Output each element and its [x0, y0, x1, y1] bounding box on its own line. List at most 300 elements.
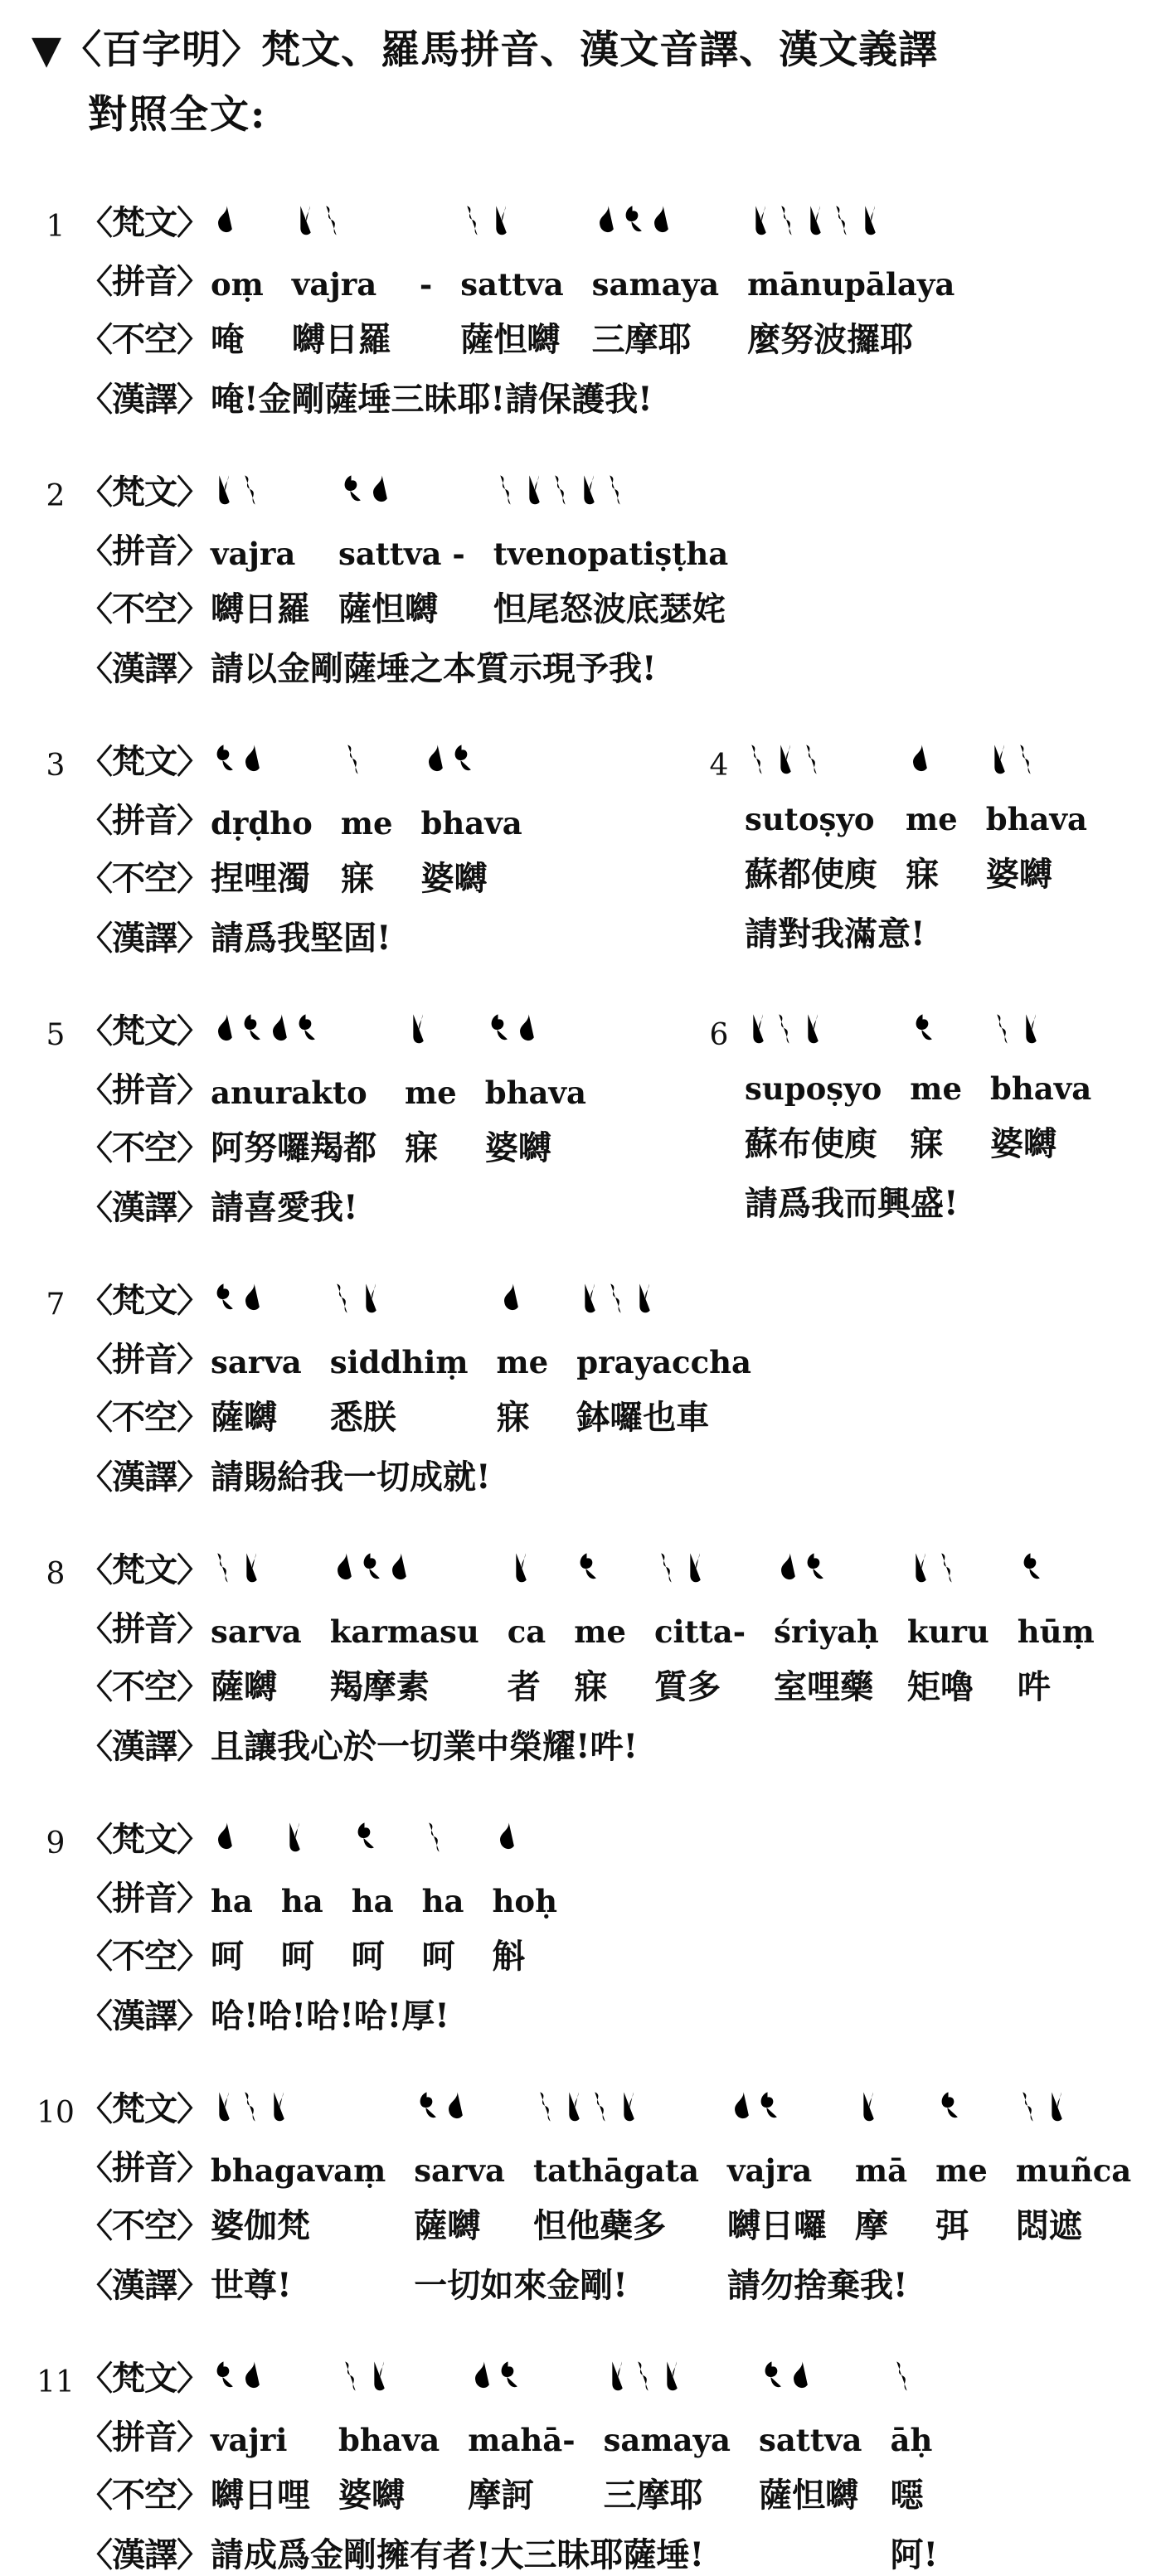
siddham-word	[211, 2087, 291, 2127]
pinyin-word: sattva	[759, 2422, 862, 2459]
pinyin-row	[32, 1333, 780, 1389]
row-label-fanwen: 〈梵文〉	[80, 203, 209, 243]
section-number: 5	[46, 1018, 66, 1053]
siddham-word	[468, 2356, 521, 2396]
row-label-pinyin: 〈拼音〉	[80, 2418, 209, 2457]
siddham-glyph	[615, 2087, 641, 2127]
pinyin-word: āḥ	[890, 2422, 933, 2459]
hanyi-row	[32, 640, 756, 690]
siddham-glyph	[604, 2356, 629, 2396]
section-2	[32, 462, 756, 690]
row-label-cell	[32, 1064, 211, 1119]
pinyin-word: prayaccha	[576, 1344, 751, 1381]
sanskrit-word	[468, 2348, 603, 2411]
pinyin-word: vajra	[726, 2152, 813, 2190]
sanskrit-row	[32, 192, 983, 255]
bukong-word: 三摩耶	[591, 320, 692, 360]
pinyin-word: me	[340, 805, 393, 842]
siddham-glyph	[338, 2356, 364, 2396]
pinyin-row	[32, 255, 983, 311]
siddham-glyph	[238, 740, 264, 779]
siddham-glyph	[508, 1548, 533, 1588]
siddham-glyph	[1018, 1548, 1043, 1588]
siddham-glyph	[935, 1548, 960, 1588]
hanyi-text: 請成爲金剛擁有者!大三昧耶薩埵!	[211, 2535, 705, 2575]
sanskrit-word	[211, 2079, 414, 2142]
sanskrit-word	[420, 192, 460, 255]
row-label-cell	[32, 2079, 211, 2142]
siddham-word	[493, 1817, 518, 1857]
siddham-glyph	[755, 2087, 780, 2127]
section-6	[695, 1001, 1120, 1225]
siddham-word	[855, 2087, 881, 2127]
sanskrit-word	[497, 1270, 577, 1333]
hanyi-row	[695, 905, 1115, 955]
row-label-pinyin: 〈拼音〉	[80, 801, 209, 841]
sanskrit-word	[338, 2348, 468, 2411]
siddham-word	[460, 201, 513, 240]
bukong-word: 婆嚩	[484, 1128, 551, 1168]
siddham-word	[910, 1009, 935, 1049]
section-number: 7	[46, 1288, 66, 1322]
row-label-cell	[32, 2348, 211, 2411]
sanskrit-word	[493, 462, 757, 525]
pinyin-word: hūṃ	[1017, 1613, 1095, 1651]
sanskrit-row	[32, 1001, 615, 1064]
bukong-row	[695, 846, 1115, 905]
pinyin-word: me	[910, 1070, 962, 1108]
sanskrit-word	[774, 1540, 907, 1603]
bukong-word: 婆嚩	[990, 1124, 1057, 1164]
section-1	[32, 192, 983, 420]
sanskrit-word	[906, 731, 986, 794]
pinyin-row	[32, 2411, 966, 2467]
row-label-cell	[32, 1658, 211, 1718]
bukong-word: 羯摩素	[329, 1667, 430, 1707]
pinyin-row	[32, 794, 551, 850]
siddham-glyph	[281, 1817, 307, 1857]
section-3	[32, 731, 551, 959]
sanskrit-word	[211, 462, 338, 525]
siddham-glyph	[385, 1548, 410, 1588]
bukong-word: 呵	[421, 1937, 455, 1977]
hanyi-text: 一切如來金剛!	[414, 2266, 628, 2306]
siddham-word	[405, 1009, 430, 1049]
siddham-glyph	[293, 1009, 318, 1049]
bukong-word: 嚩日哩	[211, 2476, 310, 2515]
row-label-cell	[32, 1179, 211, 1229]
siddham-glyph	[772, 740, 798, 779]
siddham-glyph	[330, 1278, 356, 1318]
siddham-glyph	[619, 201, 645, 240]
pinyin-word: anurakto	[211, 1075, 367, 1112]
siddham-glyph	[211, 2356, 236, 2396]
bukong-word: 室哩藥	[774, 1667, 874, 1707]
row-label-cell	[695, 1115, 745, 1175]
siddham-word	[211, 470, 264, 510]
hanyi-row	[695, 1175, 1120, 1225]
siddham-word	[211, 1009, 318, 1049]
siddham-word	[727, 2087, 780, 2127]
siddham-word	[414, 2087, 467, 2127]
document-title-line2: 對照全文:	[88, 92, 267, 138]
section-pair	[32, 731, 1136, 1001]
sanskrit-word	[292, 192, 420, 255]
pinyin-word: bhava	[484, 1075, 586, 1112]
pinyin-word: ha	[351, 1883, 394, 1920]
sanskrit-word	[422, 1809, 493, 1872]
pair-left	[32, 1001, 695, 1270]
sanskrit-word	[211, 192, 292, 255]
row-label-bukong: 〈不空〉	[80, 2476, 209, 2515]
row-label-cell	[32, 525, 211, 580]
siddham-glyph	[238, 1548, 264, 1588]
sanskrit-row	[32, 1540, 1123, 1603]
bukong-word: 婆嚩	[338, 2476, 405, 2515]
siddham-glyph	[265, 2087, 291, 2127]
siddham-glyph	[759, 2356, 785, 2396]
row-label-bukong: 〈不空〉	[80, 859, 209, 899]
sanskrit-word	[338, 462, 493, 525]
bukong-word: 弭	[935, 2206, 969, 2246]
pinyin-word: sutoṣyo	[745, 801, 875, 838]
hanyi-text: 且讓我心於一切業中榮耀!吽!	[211, 1727, 639, 1767]
siddham-word	[574, 1548, 600, 1588]
row-label-cell	[32, 1540, 211, 1603]
pinyin-word: vajra	[211, 536, 296, 573]
siddham-glyph	[330, 1548, 356, 1588]
siddham-word	[604, 2356, 684, 2396]
row-label-bukong: 〈不空〉	[80, 589, 209, 629]
section-10	[32, 2079, 1159, 2307]
siddham-glyph	[786, 2356, 812, 2396]
siddham-glyph	[341, 740, 367, 779]
hanyi-row	[32, 910, 551, 959]
pinyin-word: me	[935, 2152, 988, 2190]
siddham-glyph	[441, 2087, 467, 2127]
sanskrit-word	[747, 192, 983, 255]
row-label-cell	[32, 794, 211, 850]
pinyin-word: sarva	[414, 2152, 505, 2190]
siddham-glyph	[211, 1817, 236, 1857]
pinyin-row	[695, 794, 1115, 846]
hanyi-text: 請喜愛我!	[211, 1188, 358, 1228]
siddham-glyph	[747, 201, 773, 240]
bukong-word: 噁	[890, 2476, 924, 2515]
hanyi-text: 哈!哈!哈!哈!厚!	[211, 1996, 449, 2036]
siddham-word	[485, 1009, 538, 1049]
siddham-glyph	[631, 1278, 657, 1318]
bukong-word: 薩嚩	[211, 1398, 277, 1438]
pinyin-word: ha	[211, 1883, 253, 1920]
siddham-glyph	[727, 2087, 753, 2127]
pinyin-word: me	[906, 801, 958, 838]
sanskrit-word	[574, 1540, 654, 1603]
siddham-word	[986, 740, 1039, 779]
siddham-glyph	[488, 201, 513, 240]
section-number: 6	[709, 1018, 729, 1053]
pinyin-row	[695, 1064, 1120, 1115]
hanyi-text: 請爲我而興盛!	[745, 1184, 959, 1224]
siddham-word	[497, 1278, 522, 1318]
siddham-glyph	[907, 1548, 933, 1588]
bukong-word: 蘇都使庾	[745, 855, 877, 895]
pinyin-word: sarva	[211, 1613, 302, 1651]
bukong-word: 薩怛嚩	[460, 320, 561, 360]
siddham-glyph	[485, 1009, 511, 1049]
bukong-word: 矩嚕	[906, 1667, 974, 1707]
sanskrit-word	[211, 1270, 330, 1333]
siddham-glyph	[238, 2356, 264, 2396]
sanskrit-row	[32, 731, 551, 794]
pinyin-word: hoḥ	[492, 1883, 557, 1920]
siddham-word	[211, 2356, 264, 2396]
sanskrit-row	[32, 1270, 780, 1333]
row-label-hanyi: 〈漢譯〉	[80, 380, 209, 420]
bukong-word: 寐	[405, 1128, 438, 1168]
siddham-glyph	[238, 470, 264, 510]
siddham-word	[1018, 1548, 1043, 1588]
row-label-cell	[32, 1001, 211, 1064]
bukong-word: 怛尾怒波底瑟姹	[493, 589, 726, 629]
pinyin-word: citta-	[653, 1613, 746, 1651]
row-label-cell	[695, 731, 745, 794]
siddham-word	[508, 1548, 533, 1588]
sanskrit-word	[421, 731, 551, 794]
row-label-fanwen: 〈梵文〉	[80, 2359, 209, 2399]
bukong-word: 怛他蘗多	[533, 2206, 666, 2246]
sanskrit-word	[576, 1270, 780, 1333]
sanskrit-row	[695, 1001, 1120, 1064]
sanskrit-word	[341, 731, 421, 794]
row-label-pinyin: 〈拼音〉	[80, 1070, 209, 1110]
siddham-word	[907, 1548, 960, 1588]
section-number: 10	[36, 2096, 75, 2131]
row-label-cell	[32, 850, 211, 910]
pinyin-word: śriyaḥ	[774, 1613, 879, 1651]
row-label-hanyi: 〈漢譯〉	[80, 1996, 209, 2036]
row-label-hanyi: 〈漢譯〉	[80, 1188, 209, 1228]
row-label-cell	[32, 371, 211, 420]
pinyin-word: samaya	[603, 2422, 731, 2459]
row-label-cell	[32, 311, 211, 371]
row-label-fanwen: 〈梵文〉	[80, 1281, 209, 1321]
sanskrit-word	[485, 1001, 615, 1064]
row-label-bukong: 〈不空〉	[80, 1128, 209, 1168]
pinyin-word: tvenopatiṣṭha	[493, 536, 729, 573]
row-label-bukong: 〈不空〉	[80, 2206, 209, 2246]
sanskrit-word	[405, 1001, 485, 1064]
row-label-cell	[695, 794, 745, 846]
pair-left	[32, 731, 695, 1001]
pinyin-word: supoṣyo	[745, 1070, 882, 1108]
siddham-glyph	[775, 201, 800, 240]
siddham-glyph	[1016, 2087, 1042, 2127]
bukong-word: 婆伽梵	[211, 2206, 310, 2246]
siddham-glyph	[422, 1817, 448, 1857]
siddham-word	[211, 1817, 236, 1857]
pinyin-word: ha	[421, 1883, 464, 1920]
siddham-glyph	[910, 1009, 935, 1049]
document-title-line1: ▼〈百字明〉梵文、羅馬拼音、漢文音譯、漢文義譯	[32, 27, 939, 73]
siddham-glyph	[495, 2356, 521, 2396]
sanskrit-word	[493, 1809, 585, 1872]
siddham-glyph	[352, 1817, 377, 1857]
bukong-word: 寐	[496, 1398, 530, 1438]
siddham-word	[211, 1548, 264, 1588]
siddham-glyph	[238, 2087, 264, 2127]
siddham-glyph	[658, 2356, 684, 2396]
siddham-glyph	[990, 1009, 1016, 1049]
siddham-glyph	[801, 1548, 827, 1588]
row-label-bukong: 〈不空〉	[80, 1398, 209, 1438]
siddham-glyph	[449, 740, 474, 779]
siddham-word	[421, 740, 474, 779]
section-number: 3	[46, 749, 66, 783]
hanyi-row	[32, 371, 983, 420]
row-label-pinyin: 〈拼音〉	[80, 262, 209, 302]
row-label-cell	[32, 2411, 211, 2467]
row-label-fanwen: 〈梵文〉	[80, 473, 209, 512]
row-label-cell	[32, 255, 211, 311]
siddham-glyph	[855, 2087, 881, 2127]
row-label-cell	[32, 2257, 211, 2307]
sanskrit-word	[330, 1270, 497, 1333]
sanskrit-word	[211, 1540, 330, 1603]
row-label-pinyin: 〈拼音〉	[80, 1879, 209, 1919]
pinyin-word: me	[496, 1344, 549, 1381]
siddham-word	[281, 1817, 307, 1857]
hanyi-row	[32, 1179, 615, 1229]
sanskrit-word	[460, 192, 591, 255]
sanskrit-word	[890, 2348, 966, 2411]
pinyin-word: vajri	[211, 2422, 288, 2459]
sanskrit-word	[990, 1001, 1120, 1064]
siddham-word	[211, 1278, 264, 1318]
sanskrit-word	[211, 2348, 338, 2411]
siddham-word	[341, 740, 367, 779]
sanskrit-word	[211, 1001, 405, 1064]
siddham-word	[1016, 2087, 1069, 2127]
sections-container	[32, 192, 1136, 2576]
siddham-glyph	[265, 1009, 291, 1049]
bukong-row	[32, 311, 983, 371]
hanyi-row	[32, 2257, 1159, 2307]
sanskrit-word	[533, 2079, 727, 2142]
siddham-glyph	[366, 470, 391, 510]
row-label-cell	[32, 192, 211, 255]
section-number: 1	[46, 210, 66, 245]
bukong-word: 摩訶	[468, 2476, 535, 2515]
siddham-glyph	[211, 470, 236, 510]
row-label-cell	[695, 1064, 745, 1115]
siddham-glyph	[460, 201, 486, 240]
bukong-word: 薩怛嚩	[759, 2476, 858, 2515]
sanskrit-word	[1016, 2079, 1159, 2142]
bukong-word: 蘇布使庾	[745, 1124, 877, 1164]
hanyi-row	[32, 1718, 1123, 1768]
row-label-cell	[32, 2526, 211, 2576]
siddham-glyph	[468, 2356, 493, 2396]
pinyin-row	[32, 1603, 1123, 1658]
hanyi-row	[32, 1448, 780, 1498]
pair-right	[695, 731, 1115, 997]
row-label-cell	[695, 1001, 745, 1064]
bukong-word: 嚩日羅	[291, 320, 391, 360]
siddham-word	[745, 1009, 825, 1049]
pinyin-word: karmasu	[329, 1613, 479, 1651]
pinyin-word: me	[574, 1613, 626, 1651]
row-label-cell	[32, 910, 211, 959]
document-title	[32, 25, 1136, 139]
bukong-row	[32, 1389, 780, 1448]
row-label-cell	[32, 1809, 211, 1872]
siddham-glyph	[647, 201, 673, 240]
section-7	[32, 1270, 780, 1498]
sanskrit-word	[604, 2348, 759, 2411]
siddham-glyph	[561, 2087, 586, 2127]
bukong-word: 婆嚩	[985, 855, 1052, 895]
hanyi-row	[32, 1987, 585, 2037]
pinyin-word: mā	[854, 2152, 908, 2190]
siddham-glyph	[592, 201, 618, 240]
bukong-word: 吽	[1017, 1667, 1051, 1707]
pinyin-word: samaya	[591, 266, 720, 303]
row-label-cell	[32, 1603, 211, 1658]
siddham-glyph	[211, 2087, 236, 2127]
row-label-cell	[32, 1872, 211, 1928]
pinyin-word: sattva -	[338, 536, 465, 573]
hanyi-text: 世尊!	[211, 2266, 292, 2306]
siddham-word	[338, 2356, 391, 2396]
sanskrit-row	[32, 462, 756, 525]
row-label-fanwen: 〈梵文〉	[80, 742, 209, 782]
row-label-cell	[695, 846, 745, 905]
row-label-cell	[695, 1175, 745, 1225]
siddham-word	[592, 201, 673, 240]
siddham-glyph	[357, 1548, 383, 1588]
pinyin-word: bhava	[338, 2422, 440, 2459]
siddham-word	[330, 1278, 383, 1318]
siddham-glyph	[497, 1278, 522, 1318]
row-label-cell	[32, 1718, 211, 1768]
siddham-glyph	[238, 1278, 264, 1318]
sanskrit-word	[211, 1809, 281, 1872]
siddham-glyph	[366, 2356, 391, 2396]
row-label-hanyi: 〈漢譯〉	[80, 1458, 209, 1497]
siddham-word	[745, 740, 825, 779]
pinyin-word: bhava	[420, 805, 522, 842]
bukong-word: 者	[507, 1667, 541, 1707]
section-number: 2	[46, 479, 66, 514]
row-label-pinyin: 〈拼音〉	[80, 2148, 209, 2188]
siddham-glyph	[211, 201, 236, 240]
siddham-glyph	[576, 1278, 602, 1318]
row-label-cell	[32, 1333, 211, 1389]
bukong-row	[32, 2467, 966, 2526]
siddham-word	[759, 2356, 812, 2396]
row-label-hanyi: 〈漢譯〉	[80, 1727, 209, 1767]
siddham-word	[211, 201, 236, 240]
bukong-word: 嚩日羅	[211, 589, 310, 629]
siddham-glyph	[211, 1278, 236, 1318]
row-label-pinyin: 〈拼音〉	[80, 1340, 209, 1380]
bukong-word: 捏哩濁	[211, 859, 310, 899]
bukong-word: 麼努波攞耶	[747, 320, 914, 360]
siddham-glyph	[493, 1817, 518, 1857]
bukong-word: 唵	[211, 320, 244, 360]
siddham-glyph	[603, 470, 629, 510]
